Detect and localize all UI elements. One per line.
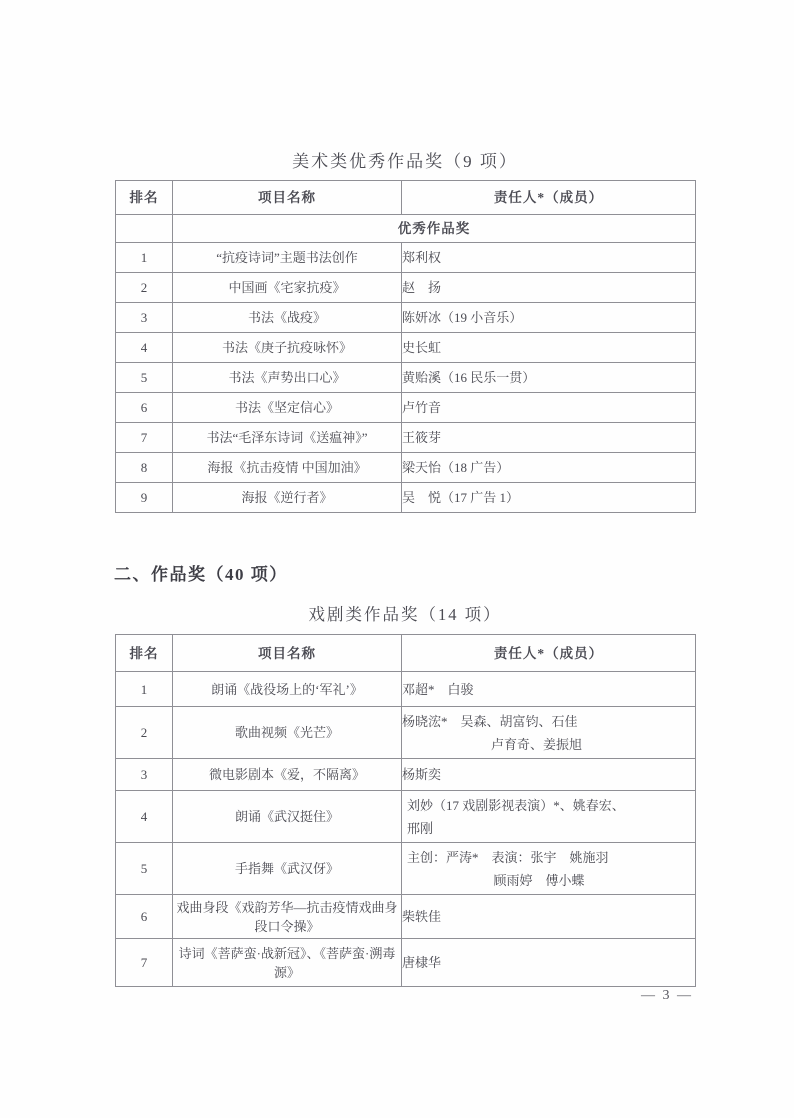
table-row [116,895,696,939]
rank-cell: 2 [116,273,173,303]
person-cell: 唐棣华 [402,939,696,987]
rank-cell: 7 [116,939,173,987]
rank-cell: 4 [116,333,173,363]
project-cell: 歌曲视频《光芒》 [173,707,402,759]
table-row [116,483,696,513]
table-row [116,243,696,273]
col-header-person: 责任人*（成员） [402,181,696,215]
subheader-row [116,215,696,243]
project-cell: 戏曲身段《戏韵芳华—抗击疫情戏曲身段口令操》 [173,895,402,939]
person-cell [402,791,696,843]
project-cell: 朗诵《战役场上的‘军礼’》 [173,672,402,707]
rank-cell: 5 [116,363,173,393]
person-cell: 郑利权 [402,243,696,273]
table-row [116,303,696,333]
drama-awards-title: 戏剧类作品奖（14 项） [308,605,502,624]
person-line-2: 邢刚 [407,820,434,836]
project-cell: 微电影剧本《爱，不隔离》 [173,759,402,791]
rank-cell: 3 [116,303,173,333]
table-row [116,672,696,707]
page-number: — 3 — [641,988,693,1003]
project-cell: 手指舞《武汉伢》 [173,843,402,895]
person-line-1: 杨晓浤* 吴森、胡富钧、石佳 [402,713,578,729]
project-cell: 海报《逆行者》 [173,483,402,513]
person-line-1: 主创：严涛* 表演：张宇 姚施羽 [407,849,609,865]
project-cell: 书法《战疫》 [173,303,402,333]
table-row [116,939,696,987]
table-row [116,453,696,483]
rank-cell: 8 [116,453,173,483]
col-header-person: 责任人*（成员） [402,635,696,672]
rank-cell: 1 [116,243,173,273]
rank-cell: 3 [116,759,173,791]
rank-cell: 1 [116,672,173,707]
table-row [116,363,696,393]
col-header-rank: 排名 [116,635,173,672]
works-award-section-heading: 二、作品奖（40 项） [114,565,288,584]
art-awards-table [115,180,696,513]
person-cell: 陈妍冰（19 小音乐） [402,303,696,333]
table-row [116,333,696,363]
table-row [116,273,696,303]
subheader-cell: 优秀作品奖 [173,215,696,243]
table-row [116,393,696,423]
person-cell: 柴轶佳 [402,895,696,939]
col-header-rank: 排名 [116,181,173,215]
project-cell: 书法《庚子抗疫咏怀》 [173,333,402,363]
rank-cell: 5 [116,843,173,895]
rank-cell: 9 [116,483,173,513]
rank-cell: 6 [116,393,173,423]
table-row [116,423,696,453]
project-cell: 海报《抗击疫情 中国加油》 [173,453,402,483]
col-header-project: 项目名称 [173,181,402,215]
table-header-row [116,181,696,215]
person-cell: 王筱芽 [402,423,696,453]
person-cell: 吴 悦（17 广告 1） [402,483,696,513]
person-cell [402,843,696,895]
person-line-2: 顾雨婷 傅小蝶 [493,872,585,888]
rank-cell: 6 [116,895,173,939]
art-awards-title: 美术类优秀作品奖（9 项） [292,152,518,171]
table-header-row [116,635,696,672]
col-header-project: 项目名称 [173,635,402,672]
project-cell: 诗词《菩萨蛮·战新冠》、《菩萨蛮·溯毒源》 [173,939,402,987]
person-line-1: 刘妙（17 戏剧影视表演）*、姚春宏、 [407,797,625,813]
person-cell: 梁天怡（18 广告） [402,453,696,483]
person-cell: 邓超* 白骏 [402,672,696,707]
table-row [116,759,696,791]
project-cell: “抗疫诗词”主题书法创作 [173,243,402,273]
drama-awards-table [115,634,696,987]
rank-cell-empty [116,215,173,243]
table-row [116,791,696,843]
rank-cell: 2 [116,707,173,759]
person-cell: 史长虹 [402,333,696,363]
rank-cell: 7 [116,423,173,453]
project-cell: 书法“毛泽东诗词《送瘟神》” [173,423,402,453]
person-cell: 赵 扬 [402,273,696,303]
project-cell: 书法《坚定信心》 [173,393,402,423]
project-cell: 朗诵《武汉挺住》 [173,791,402,843]
person-cell: 杨斯奕 [402,759,696,791]
project-cell: 中国画《宅家抗疫》 [173,273,402,303]
rank-cell: 4 [116,791,173,843]
person-cell: 黄贻溪（16 民乐一贯） [402,363,696,393]
project-cell: 书法《声势出口心》 [173,363,402,393]
table-row [116,843,696,895]
person-line-2: 卢育奇、姜振旭 [490,736,582,752]
person-cell [402,707,696,759]
person-cell: 卢竹音 [402,393,696,423]
table-row [116,707,696,759]
